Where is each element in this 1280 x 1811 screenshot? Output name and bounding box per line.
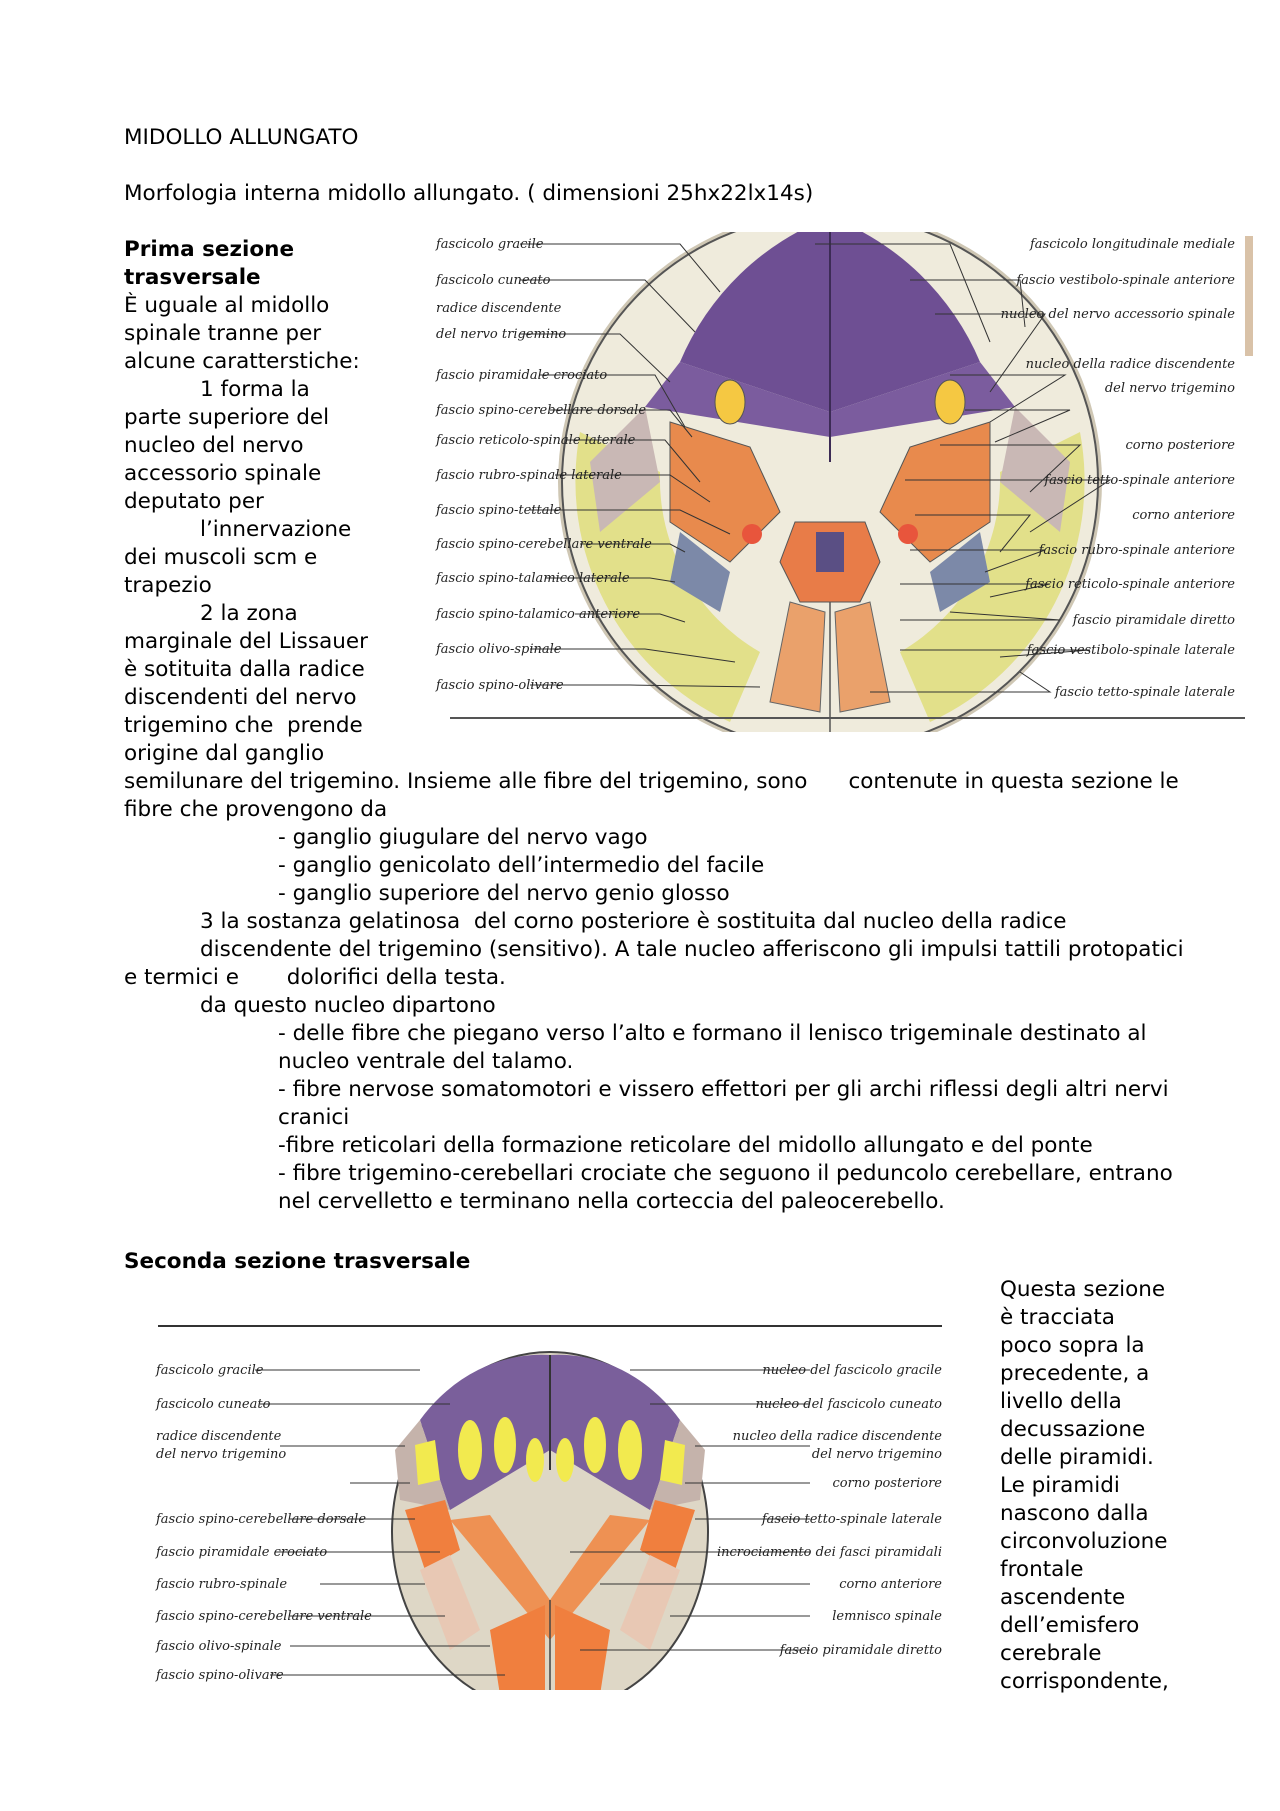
text-line: fibre che provengono da: [124, 797, 388, 822]
text-line: nel cervelletto e terminano nella corteccia del paleocerebello.: [278, 1189, 945, 1214]
figure-label: fascio spino-olivare: [156, 1668, 284, 1683]
figure-label: radice discendente: [436, 301, 562, 316]
figure-label: fascio reticolo-spinale laterale: [436, 433, 636, 448]
text-line: trigemino che prende: [124, 713, 363, 738]
figure-label: fascio spino-talamico laterale: [436, 571, 630, 586]
figure-label: nucleo del nervo accessorio spinale: [1000, 307, 1235, 322]
figure-label: nucleo del fascicolo cuneato: [755, 1397, 942, 1412]
text-line: - fibre nervose somatomotori e vissero effettori per gli archi riflessi degli altri nervi: [278, 1077, 1169, 1102]
text-line: 2 la zona: [200, 601, 298, 626]
text-line: cerebrale: [1000, 1641, 1102, 1666]
figure-second-cross-section: [150, 1300, 950, 1690]
text-line: delle piramidi.: [1000, 1445, 1154, 1470]
text-line: - fibre trigemino-cerebellari crociate che seguono il peduncolo cerebellare, entrano: [278, 1161, 1173, 1186]
section1-heading-line2: trasversale: [124, 265, 261, 290]
figure-label: fascicolo cuneato: [156, 1397, 271, 1412]
text-line: poco sopra la: [1000, 1333, 1145, 1358]
text-line: semilunare del trigemino. Insieme alle fibre del trigemino, sono contenute in questa sezione le: [124, 769, 1179, 794]
text-line: Questa sezione: [1000, 1277, 1166, 1302]
figure-label: fascio olivo-spinale: [156, 1639, 282, 1654]
text-line: origine dal ganglio: [124, 741, 325, 766]
text-line: parte superiore del: [124, 405, 330, 430]
figure-label: del nervo trigemino: [1104, 381, 1235, 396]
text-line: e termici e dolorifici della testa.: [124, 965, 506, 990]
text-line: -fibre reticolari della formazione reticolare del midollo allungato e del ponte: [278, 1133, 1093, 1158]
figure-label: nucleo della radice discendente: [732, 1429, 942, 1444]
text-line: trapezio: [124, 573, 212, 598]
text-line: circonvoluzione: [1000, 1529, 1168, 1554]
text-line: discendenti del nervo: [124, 685, 357, 710]
text-line: nucleo del nervo: [124, 433, 304, 458]
figure-label: fascio olivo-spinale: [436, 642, 562, 657]
text-line: discendente del trigemino (sensitivo). A tale nucleo afferiscono gli impulsi tattili protopatici: [200, 937, 1184, 962]
figure-label: fascio spino-talamico anteriore: [436, 607, 641, 622]
text-line: nascono dalla: [1000, 1501, 1149, 1526]
text-line: 1 forma la: [200, 377, 310, 402]
text-line: cranici: [278, 1105, 350, 1130]
figure-label: corno anteriore: [1132, 508, 1235, 523]
text-line: Le piramidi: [1000, 1473, 1120, 1498]
figure-label: fascio piramidale crociato: [156, 1545, 328, 1560]
medulla-section-2: [392, 1352, 708, 1690]
text-line: È uguale al midollo: [124, 293, 330, 318]
figure-label: fascio tetto-spinale laterale: [761, 1512, 942, 1527]
figure-label: del nervo trigemino: [156, 1447, 287, 1462]
text-line: è tracciata: [1000, 1305, 1115, 1330]
text-line: da questo nucleo dipartono: [200, 993, 496, 1018]
figure-label: fascicolo cuneato: [436, 273, 551, 288]
figure-label: fascio spino-cerebellare dorsale: [156, 1512, 367, 1527]
figure-label: fascio spino-tettale: [436, 503, 562, 518]
text-line: è sotituita dalla radice: [124, 657, 365, 682]
text-line: accessorio spinale: [124, 461, 322, 486]
text-line: livello della: [1000, 1389, 1122, 1414]
figure-label: fascio piramidale diretto: [779, 1643, 942, 1658]
figure-label: del nervo trigemino: [436, 327, 567, 342]
figure-label: fascicolo gracile: [156, 1363, 264, 1378]
figure-label: corno posteriore: [1125, 438, 1235, 453]
figure-label: fascio rubro-spinale laterale: [436, 468, 622, 483]
figure-label: fascio tetto-spinale laterale: [1054, 685, 1235, 700]
figure-label: nucleo della radice discendente: [1025, 357, 1235, 372]
figure-label: fascio rubro-spinale anteriore: [1038, 543, 1235, 558]
figure-label: del nervo trigemino: [811, 1447, 942, 1462]
figure-label: fascio vestibolo-spinale laterale: [1026, 643, 1235, 658]
text-line: corrispondente,: [1000, 1669, 1169, 1694]
text-line: 3 la sostanza gelatinosa del corno posteriore è sostituita dal nucleo della radice: [200, 909, 1067, 934]
figure-label: fascio spino-olivare: [436, 678, 564, 693]
text-line: - delle fibre che piegano verso l’alto e formano il lenisco trigeminale destinato al: [278, 1021, 1147, 1046]
text-line: dei muscoli scm e: [124, 545, 318, 570]
text-line: alcune caratterstiche:: [124, 349, 360, 374]
figure-label: fascicolo gracile: [436, 237, 544, 252]
text-line: deputato per: [124, 489, 264, 514]
figure-label: fascio vestibolo-spinale anteriore: [1016, 273, 1235, 288]
figure-label: fascio spino-cerebellare dorsale: [436, 403, 647, 418]
section2-heading: Seconda sezione trasversale: [124, 1249, 471, 1274]
text-line: frontale: [1000, 1557, 1084, 1582]
text-line: nucleo ventrale del talamo.: [278, 1049, 574, 1074]
text-line: dell’emisfero: [1000, 1613, 1140, 1638]
intro-line: Morfologia interna midollo allungato. ( dimensioni 25hx22lx14s): [124, 181, 814, 206]
text-line: l’innervazione: [200, 517, 352, 542]
text-line: marginale del Lissauer: [124, 629, 368, 654]
text-line: - ganglio genicolato dell’intermedio del facile: [278, 853, 765, 878]
figure-label: lemnisco spinale: [832, 1609, 942, 1624]
figure-label: fascio tetto-spinale anteriore: [1044, 473, 1235, 488]
text-line: spinale tranne per: [124, 321, 322, 346]
figure-label: fascio spino-cerebellare ventrale: [156, 1609, 372, 1624]
text-line: - ganglio giugulare del nervo vago: [278, 825, 648, 850]
figure-first-cross-section: [430, 232, 1255, 732]
figure-label: incrociamento dei fasci piramidali: [716, 1545, 942, 1560]
page-title: MIDOLLO ALLUNGATO: [124, 125, 359, 150]
figure-label: corno anteriore: [839, 1577, 942, 1592]
figure-label: radice discendente: [156, 1429, 282, 1444]
text-line: precedente, a: [1000, 1361, 1150, 1386]
text-line: decussazione: [1000, 1417, 1146, 1442]
text-line: ascendente: [1000, 1585, 1126, 1610]
figure-label: fascio piramidale crociato: [436, 368, 608, 383]
figure-label: fascio reticolo-spinale anteriore: [1025, 577, 1235, 592]
figure-label: fascio spino-cerebellare ventrale: [436, 537, 652, 552]
section1-heading-line1: Prima sezione: [124, 237, 295, 262]
text-line: - ganglio superiore del nervo genio glosso: [278, 881, 730, 906]
figure-label: fascicolo longitudinale mediale: [1029, 237, 1235, 252]
figure-label: fascio piramidale diretto: [1072, 613, 1235, 628]
figure-label: fascio rubro-spinale: [156, 1577, 288, 1592]
figure-label: nucleo del fascicolo gracile: [762, 1363, 942, 1378]
figure-label: corno posteriore: [832, 1476, 942, 1491]
